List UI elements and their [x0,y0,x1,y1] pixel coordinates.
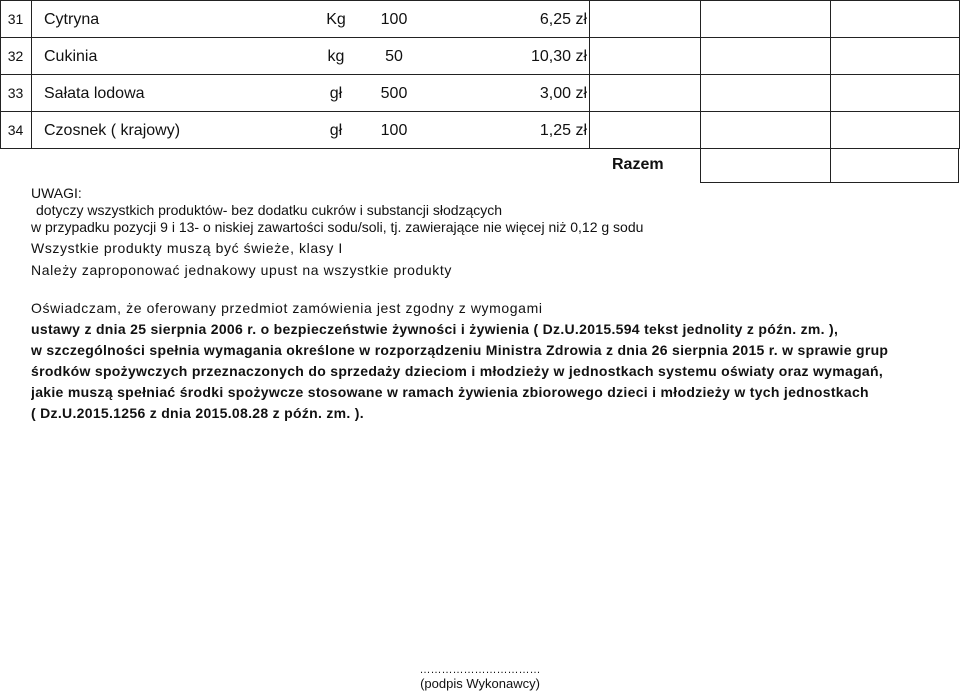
empty-cell [830,75,960,112]
row-number: 32 [0,38,32,75]
unit-price: 10,30 zł [424,38,590,75]
table-rule [0,0,960,1]
unit: gł [329,85,343,102]
declaration-line: w szczególności spełnia wymagania określone w rozporządzeniu Ministra Zdrowia z dnia 26 sierpnia 2015 r. w sprawie grup [31,342,889,358]
empty-cell [590,1,700,38]
empty-cell [830,1,960,38]
table-row [0,75,960,112]
unit: gł [329,122,343,139]
empty-cell [830,112,960,149]
declaration-line: jakie muszą spełniać środki spożywcze stosowane w ramach żywienia zbiorowego dzieci i młodzieży w tych jednostkach [31,384,869,400]
notes-heading: UWAGI: [31,185,82,201]
table-row [0,1,960,38]
unit: kg [327,48,345,65]
table-rule [0,0,1,149]
product-name: Cukinia [44,48,98,65]
quantity: 100 [380,11,408,28]
empty-cell [590,75,700,112]
declaration-intro: Oświadczam, że oferowany przedmiot zamówienia jest zgodny z wymogami [31,300,543,316]
declaration-line: ( Dz.U.2015.1256 z dnia 2015.08.28 z późn. zm. ). [31,405,364,421]
discount-requirement: Należy zaproponować jednakowy upust na wszystkie produkty [31,262,452,278]
table-row [0,38,960,75]
signature-label: (podpis Wykonawcy) [420,676,540,691]
note-line: dotyczy wszystkich produktów- bez dodatku cukrów i substancji słodzących [36,202,503,218]
total-cells [700,148,959,183]
declaration-line: środków spożywczych przeznaczonych do sprzedaży dzieciom i młodzieży w jednostkach systemu oświaty oraz wymagań, [31,363,884,379]
row-number: 33 [0,75,32,112]
unit-price: 1,25 zł [424,112,590,149]
empty-cell [700,1,830,38]
declaration-block [31,298,960,424]
signature-dots: …………………………… [419,664,541,676]
product-name: Cytryna [44,11,100,28]
declaration-line: ustawy z dnia 25 sierpnia 2006 r. o bezpieczeństwie żywności i żywienia ( Dz.U.2015.594 tekst jednolity z późn. zm. ), [31,321,839,337]
empty-cell [700,38,830,75]
product-name: Czosnek ( krajowy) [44,122,181,139]
row-number: 34 [0,112,32,149]
empty-cell [700,75,830,112]
table-rule [0,74,960,75]
total-cell-divider [830,148,831,182]
product-name: Sałata lodowa [44,85,145,102]
empty-cell [590,112,700,149]
note-line: w przypadku pozycji 9 i 13- o niskiej zawartości sodu/soli, tj. zawierające nie więcej niż 0,12 g sodu [31,219,644,235]
price-table [0,0,960,150]
quantity: 500 [380,85,408,102]
freshness-requirement: Wszystkie produkty muszą być świeże, klasy I [31,240,343,256]
table-row [0,112,960,149]
unit-price: 3,00 zł [424,75,590,112]
total-label: Razem [612,156,664,173]
empty-cell [700,112,830,149]
quantity: 100 [380,122,408,139]
empty-cell [830,38,960,75]
notes-block [31,185,643,236]
table-rule [0,111,960,112]
unit: Kg [326,11,346,28]
row-number: 31 [0,1,32,38]
empty-cell [590,38,700,75]
unit-price: 6,25 zł [424,1,590,38]
quantity: 50 [385,48,403,65]
table-rule [0,37,960,38]
